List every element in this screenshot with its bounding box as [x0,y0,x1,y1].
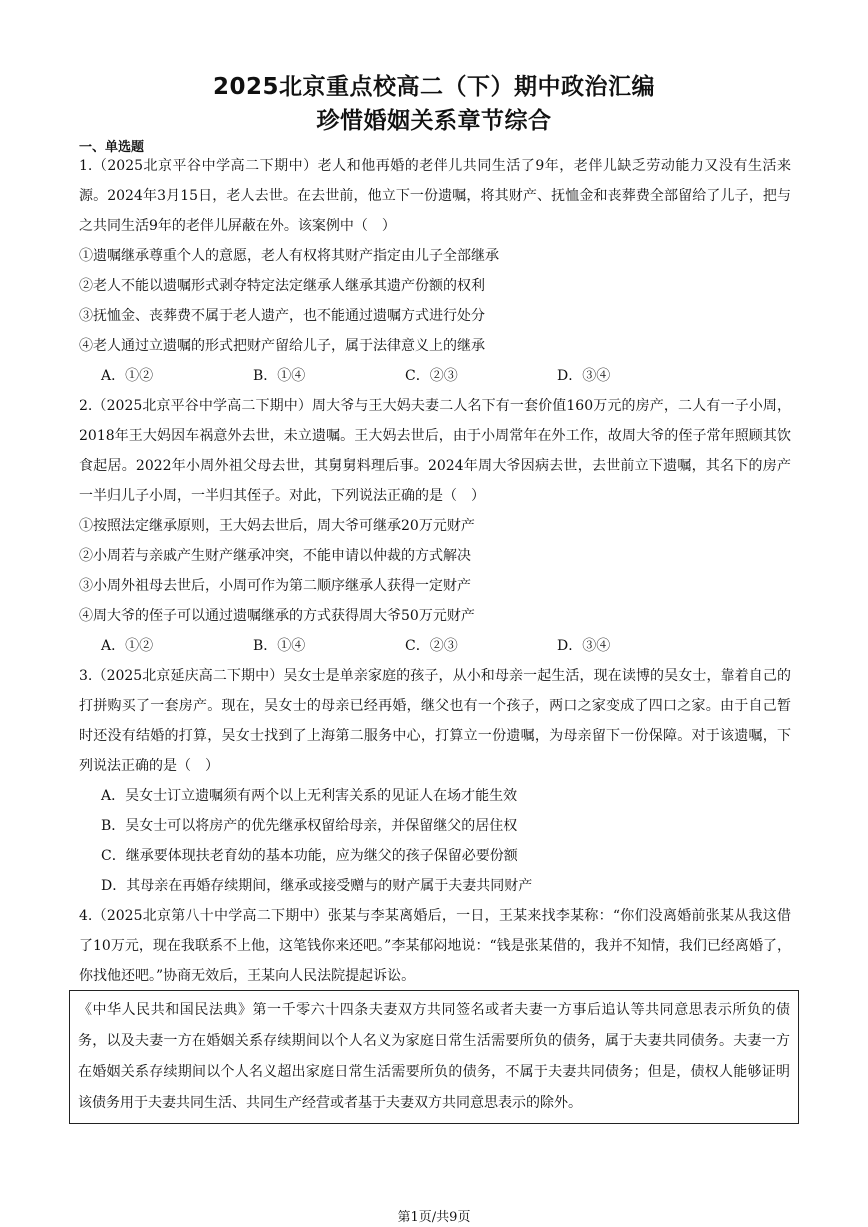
choice-d: D．③④ [557,638,611,654]
question-3-option-c: C．继承要体现扶老育幼的基本功能，应为继父的孩子保留必要份额 [101,848,518,864]
question-2-choices [79,631,791,661]
questions-content [79,151,791,991]
question-2-stem: 2.（2025北京平谷中学高二下期中）周大爷与王大妈夫妻二人名下有一套价值160万元的房产，二人有一子小周，2018年王大妈因车祸意外去世，未立遗嘱。王大妈去世后，由于小周常年在外工作，故周大爷的侄子常年照顾其饮食起居。2022年小周外祖父母去世，其舅舅料理后事。2024年周大爷因病去世，去世前立下遗嘱，其名下的房产一半归儿子小周，一半归其侄子。对此，下列说法正确的是（ ） [79,398,791,504]
choice-b: B．①④ [253,638,306,654]
choice-d: D．③④ [557,368,611,384]
document-title: 2025北京重点校高二（下）期中政治汇编 [212,74,655,100]
choice-b: B．①④ [253,368,306,384]
question-1-item: ①遗嘱继承尊重个人的意愿，老人有权将其财产指定由儿子全部继承 [79,248,499,264]
question-1-choices [79,361,791,391]
section-heading: 一、单选题 [79,140,145,155]
question-3-option-a: A．吴女士订立遗嘱须有两个以上无利害关系的见证人在场才能生效 [101,788,518,804]
question-3-stem: 3.（2025北京延庆高二下期中）吴女士是单亲家庭的孩子，从小和母亲一起生活，现在读博的吴女士，靠着自己的打拼购买了一套房产。现在，吴女士的母亲已经再婚，继父也有一个孩子，两口之家变成了四口之家。由于自己暂时还没有结婚的打算，吴女士找到了上海第二服务中心，打算立一份遗嘱，为母亲留下一份保障。对于该遗嘱，下列说法正确的是（ ） [79,668,791,774]
choice-a: A．①② [101,638,154,654]
choice-c: C．②③ [405,368,458,384]
choice-a: A．①② [101,368,154,384]
question-1-item: ④老人通过立遗嘱的形式把财产留给儿子，属于法律意义上的继承 [79,338,485,354]
question-1-item: ②老人不能以遗嘱形式剥夺特定法定继承人继承其遗产份额的权利 [79,278,485,294]
question-1-stem: 1.（2025北京平谷中学高二下期中）老人和他再婚的老伴儿共同生活了9年，老伴儿缺乏劳动能力又没有生活来源。2024年3月15日，老人去世。在去世前，他立下一份遗嘱，将其财产、抚恤金和丧葬费全部留给了儿子，把与之共同生活9年的老伴儿屏蔽在外。该案例中（ ） [79,158,791,234]
question-1-item: ③抚恤金、丧葬费不属于老人遗产，也不能通过遗嘱方式进行处分 [79,308,485,324]
document-subtitle: 珍惜婚姻关系章节综合 [316,108,552,134]
question-2-item: ③小周外祖母去世后，小周可作为第二顺序继承人获得一定财产 [79,578,471,594]
question-2-item: ②小周若与亲戚产生财产继承冲突，不能申请以仲裁的方式解决 [79,548,471,564]
question-4-stem: 4.（2025北京第八十中学高二下期中）张某与李某离婚后，一日，王某来找李某称：“你们没离婚前张某从我这借了10万元，现在我联系不上他，这笔钱你来还吧。”李某郁闷地说：“钱是张某借的，我并不知情，我们已经离婚了，你找他还吧。”协商无效后，王某向人民法院提起诉讼。 [79,908,791,984]
page-number: 第1页/共9页 [397,1210,471,1225]
question-2-item: ④周大爷的侄子可以通过遗嘱继承的方式获得周大爷50万元财产 [79,608,475,624]
question-3-option-d: D．其母亲在再婚存续期间，继承或接受赠与的财产属于夫妻共同财产 [101,878,533,894]
civil-code-quote-box: 《中华人民共和国民法典》第一千零六十四条夫妻双方共同签名或者夫妻一方事后追认等共同意思表示所负的债务，以及夫妻一方在婚姻关系存续期间以个人名义为家庭日常生活需要所负的债务，属于夫妻共同债务。夫妻一方在婚姻关系存续期间以个人名义超出家庭日常生活需要所负的债务，不属于夫妻共同债务；但是，债权人能够证明该债务用于夫妻共同生活、共同生产经营或者基于夫妻双方共同意思表示的除外。 [69,990,799,1124]
choice-c: C．②③ [405,638,458,654]
question-2-item: ①按照法定继承原则，王大妈去世后，周大爷可继承20万元财产 [79,518,475,534]
question-3-option-b: B．吴女士可以将房产的优先继承权留给母亲，并保留继父的居住权 [101,818,518,834]
